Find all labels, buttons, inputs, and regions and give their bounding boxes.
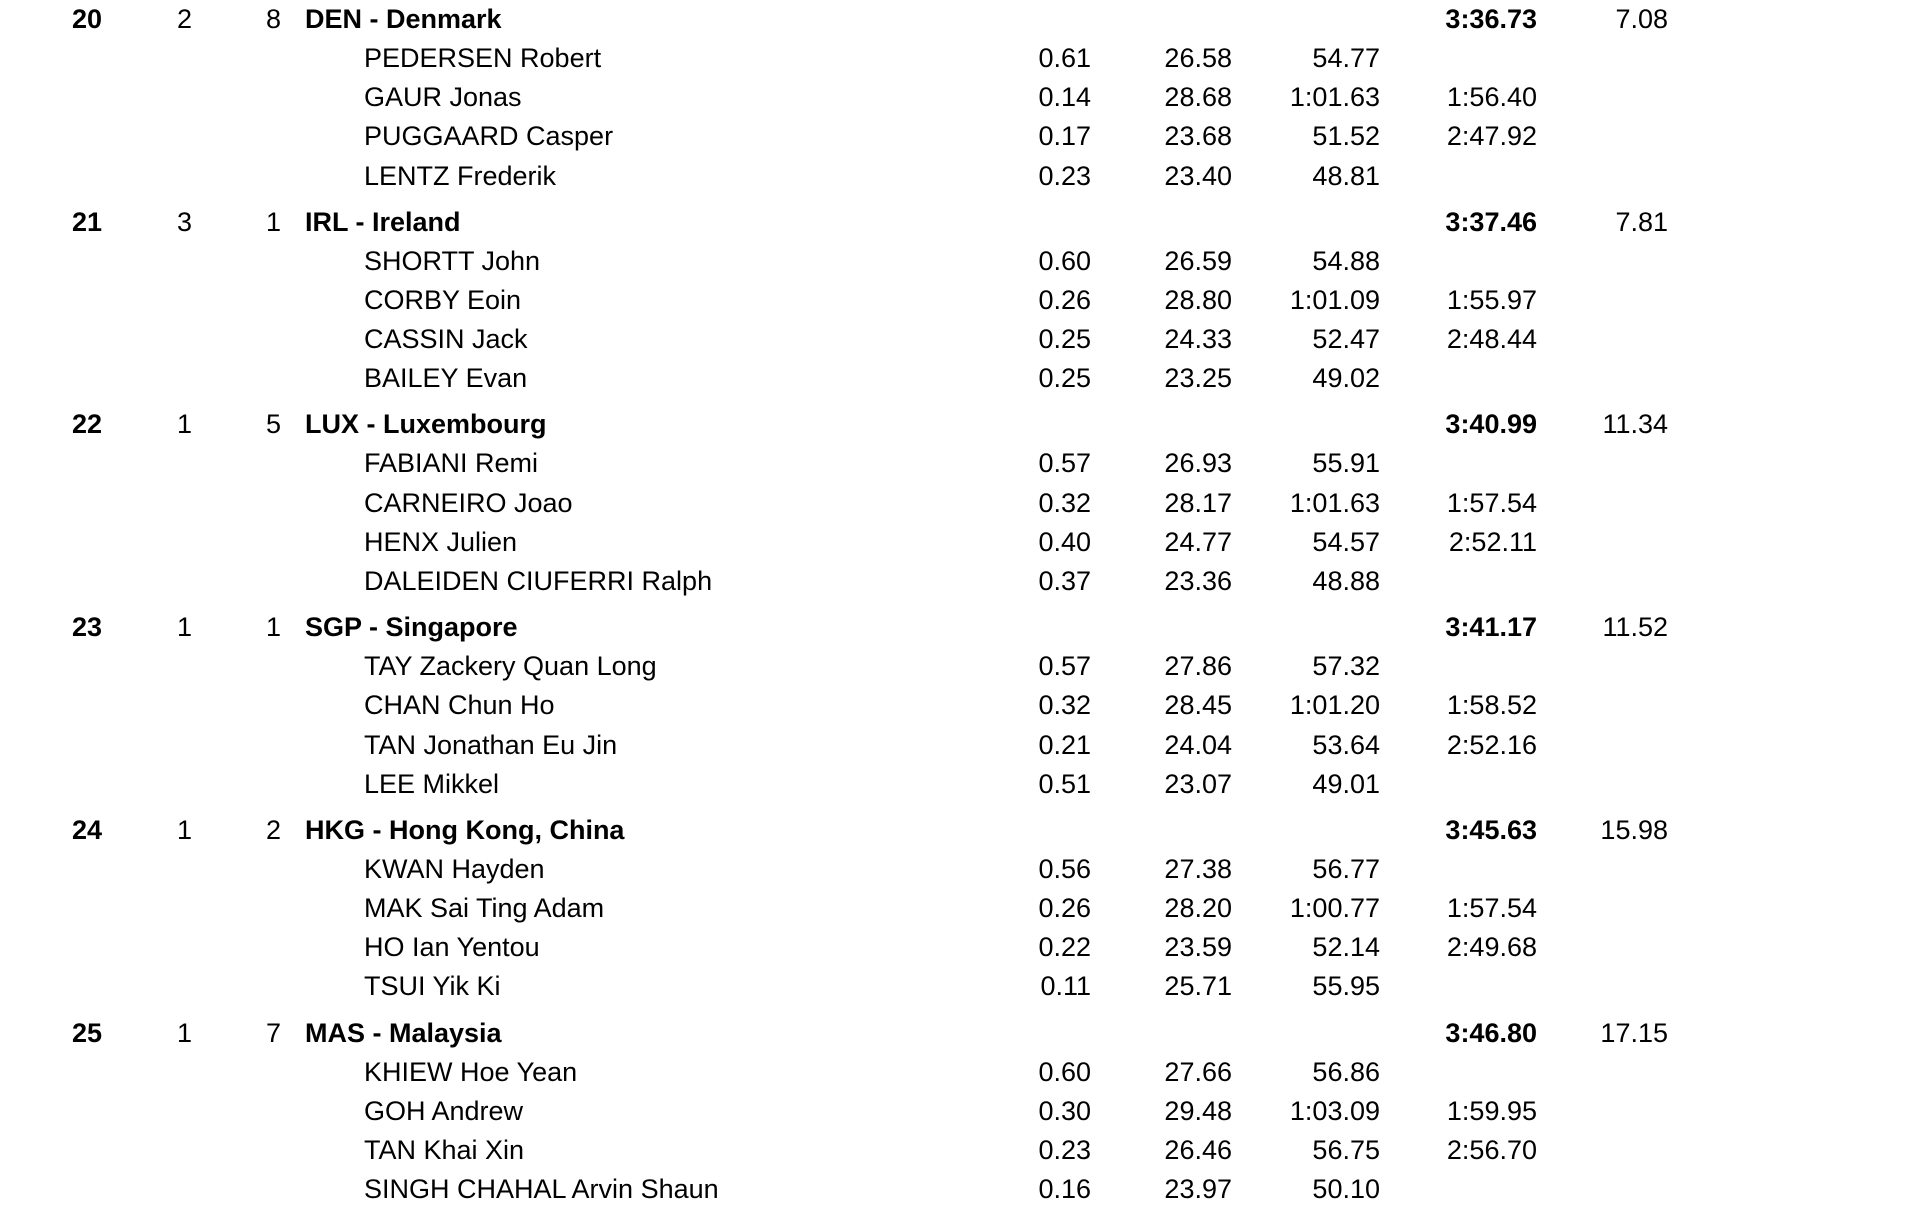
heat-cell: 1 [176, 814, 192, 845]
team-name: IRL - Ireland [305, 206, 461, 237]
split-50m: 24.04 [1164, 729, 1232, 760]
reaction-time: 0.23 [1038, 160, 1091, 191]
split-50m: 26.93 [1164, 448, 1232, 479]
swimmer-name: LEE Mikkel [364, 768, 500, 799]
swimmer-name: TSUI Yik Ki [364, 971, 501, 1002]
reaction-time: 0.26 [1038, 284, 1091, 315]
reaction-time: 0.61 [1038, 43, 1091, 73]
lane-cell: 1 [265, 206, 281, 237]
split-50m: 26.46 [1164, 1134, 1232, 1165]
split-100m: 56.77 [1312, 853, 1380, 884]
heat-cell: 1 [176, 612, 192, 643]
split-100m: 49.02 [1312, 363, 1380, 394]
split-100m: 1:00.77 [1289, 893, 1380, 923]
reaction-time: 0.56 [1038, 853, 1091, 884]
lane-cell: 5 [265, 409, 281, 440]
final-time: 3:45.63 [1445, 814, 1537, 845]
lane-cell: 7 [265, 1017, 281, 1048]
final-time: 3:41.17 [1445, 612, 1537, 643]
split-100m: 54.57 [1312, 526, 1380, 557]
cumulative-time: 1:56.40 [1446, 82, 1537, 113]
split-50m: 28.17 [1164, 487, 1232, 518]
reaction-time: 0.22 [1038, 932, 1091, 963]
split-100m: 51.52 [1312, 121, 1380, 152]
split-50m: 28.80 [1164, 284, 1232, 315]
cumulative-time: 2:56.70 [1446, 1134, 1537, 1165]
split-100m: 54.77 [1312, 43, 1380, 73]
cumulative-time: 1:55.97 [1446, 284, 1537, 315]
cumulative-time: 2:52.16 [1446, 729, 1537, 760]
split-100m: 1:01.63 [1289, 487, 1380, 518]
team-name: DEN - Denmark [305, 4, 502, 34]
split-50m: 23.07 [1164, 768, 1232, 799]
split-100m: 1:01.09 [1289, 284, 1380, 315]
swimmer-name: HENX Julien [364, 526, 518, 557]
cumulative-time: 2:47.92 [1446, 121, 1537, 152]
split-50m: 27.38 [1164, 853, 1232, 884]
reaction-time: 0.51 [1038, 768, 1091, 799]
swimmer-name: GAUR Jonas [364, 82, 522, 113]
split-50m: 25.71 [1164, 971, 1232, 1002]
heat-cell: 1 [176, 409, 192, 440]
swimmer-name: PUGGAARD Casper [364, 121, 614, 152]
rank-cell: 23 [71, 612, 102, 643]
swimmer-name: BAILEY Evan [364, 363, 528, 394]
swimmer-name: CHAN Chun Ho [364, 690, 555, 721]
reaction-time: 0.25 [1038, 363, 1091, 394]
reaction-time: 0.57 [1038, 651, 1091, 682]
split-100m: 55.95 [1312, 971, 1380, 1002]
split-50m: 23.40 [1164, 160, 1232, 191]
final-time: 3:36.73 [1445, 4, 1537, 34]
split-50m: 29.48 [1164, 1095, 1232, 1126]
final-time: 3:46.80 [1445, 1017, 1537, 1048]
split-50m: 23.68 [1164, 121, 1232, 152]
split-100m: 57.32 [1312, 651, 1380, 682]
split-50m: 23.36 [1164, 566, 1232, 596]
final-time: 3:40.99 [1445, 409, 1537, 440]
split-50m: 28.20 [1164, 893, 1232, 923]
swimmer-name: FABIANI Remi [364, 448, 539, 479]
split-100m: 50.10 [1312, 1174, 1380, 1205]
cumulative-time: 1:59.95 [1446, 1095, 1537, 1126]
lane-cell: 2 [265, 814, 281, 845]
reaction-time: 0.57 [1038, 448, 1091, 479]
split-50m: 23.97 [1164, 1174, 1232, 1205]
team-name: HKG - Hong Kong, China [305, 814, 625, 845]
time-behind: 15.98 [1600, 814, 1668, 845]
time-behind: 7.08 [1615, 4, 1668, 34]
split-100m: 52.47 [1312, 324, 1380, 355]
time-behind: 11.34 [1602, 409, 1668, 440]
split-100m: 53.64 [1312, 729, 1380, 760]
time-behind: 17.15 [1600, 1017, 1668, 1048]
split-100m: 54.88 [1312, 245, 1380, 276]
split-100m: 1:03.09 [1289, 1095, 1380, 1126]
rank-cell: 25 [71, 1017, 102, 1048]
cumulative-time: 1:57.54 [1446, 487, 1537, 518]
reaction-time: 0.37 [1038, 566, 1091, 596]
reaction-time: 0.25 [1038, 324, 1091, 355]
swimmer-name: KHIEW Hoe Yean [364, 1056, 578, 1087]
reaction-time: 0.23 [1038, 1134, 1091, 1165]
split-50m: 24.77 [1164, 526, 1232, 557]
lane-cell: 8 [265, 4, 281, 34]
swimmer-name: MAK Sai Ting Adam [364, 893, 605, 923]
split-100m: 56.86 [1312, 1056, 1380, 1087]
reaction-time: 0.16 [1038, 1174, 1091, 1205]
swimmer-name: CARNEIRO Joao [364, 487, 573, 518]
reaction-time: 0.17 [1038, 121, 1091, 152]
split-100m: 48.81 [1312, 160, 1380, 191]
reaction-time: 0.32 [1038, 690, 1091, 721]
lane-cell: 1 [265, 612, 281, 643]
time-behind: 11.52 [1602, 612, 1668, 643]
split-100m: 55.91 [1312, 448, 1380, 479]
swimmer-name: PEDERSEN Robert [364, 43, 602, 73]
split-50m: 23.25 [1164, 363, 1232, 394]
reaction-time: 0.40 [1038, 526, 1091, 557]
split-100m: 1:01.20 [1289, 690, 1380, 721]
final-time: 3:37.46 [1445, 206, 1537, 237]
split-100m: 56.75 [1312, 1134, 1380, 1165]
split-50m: 26.59 [1164, 245, 1232, 276]
team-name: MAS - Malaysia [305, 1017, 502, 1048]
split-100m: 49.01 [1312, 768, 1380, 799]
heat-cell: 1 [176, 1017, 192, 1048]
reaction-time: 0.32 [1038, 487, 1091, 518]
split-50m: 28.68 [1164, 82, 1232, 113]
reaction-time: 0.14 [1038, 82, 1091, 113]
swimmer-name: CORBY Eoin [364, 284, 522, 315]
split-50m: 27.86 [1164, 651, 1232, 682]
split-100m: 52.14 [1312, 932, 1380, 963]
swimmer-name: TAN Jonathan Eu Jin [364, 729, 618, 760]
team-name: SGP - Singapore [305, 612, 518, 643]
cumulative-time: 2:49.68 [1446, 932, 1537, 963]
cumulative-time: 2:48.44 [1446, 324, 1537, 355]
swimmer-name: LENTZ Frederik [364, 160, 557, 191]
rank-cell: 24 [71, 814, 102, 845]
reaction-time: 0.60 [1038, 245, 1091, 276]
time-behind: 7.81 [1615, 206, 1668, 237]
swimmer-name: SHORTT John [364, 245, 541, 276]
swimmer-name: GOH Andrew [364, 1095, 524, 1126]
split-100m: 48.88 [1312, 566, 1380, 596]
cumulative-time: 2:52.11 [1448, 526, 1537, 557]
swimmer-name: KWAN Hayden [364, 853, 545, 884]
heat-cell: 3 [176, 206, 192, 237]
swimmer-name: TAY Zackery Quan Long [364, 651, 657, 682]
reaction-time: 0.21 [1038, 729, 1091, 760]
split-50m: 23.59 [1164, 932, 1232, 963]
swimmer-name: TAN Khai Xin [364, 1134, 525, 1165]
reaction-time: 0.30 [1038, 1095, 1091, 1126]
split-50m: 26.58 [1164, 43, 1232, 73]
swimmer-name: CASSIN Jack [364, 324, 528, 355]
reaction-time: 0.60 [1038, 1056, 1091, 1087]
swimmer-name: HO Ian Yentou [364, 932, 540, 963]
rank-cell: 21 [71, 206, 102, 237]
reaction-time: 0.11 [1040, 971, 1091, 1002]
swimmer-name: SINGH CHAHAL Arvin Shaun [364, 1174, 719, 1205]
cumulative-time: 1:58.52 [1446, 690, 1537, 721]
split-50m: 28.45 [1164, 690, 1232, 721]
split-50m: 24.33 [1164, 324, 1232, 355]
split-100m: 1:01.63 [1289, 82, 1380, 113]
heat-cell: 2 [176, 4, 192, 34]
swimmer-name: DALEIDEN CIUFERRI Ralph [364, 566, 713, 596]
reaction-time: 0.26 [1038, 893, 1091, 923]
split-50m: 27.66 [1164, 1056, 1232, 1087]
rank-cell: 22 [71, 409, 102, 440]
rank-cell: 20 [71, 4, 102, 34]
team-name: LUX - Luxembourg [305, 409, 547, 440]
cumulative-time: 1:57.54 [1446, 893, 1537, 923]
